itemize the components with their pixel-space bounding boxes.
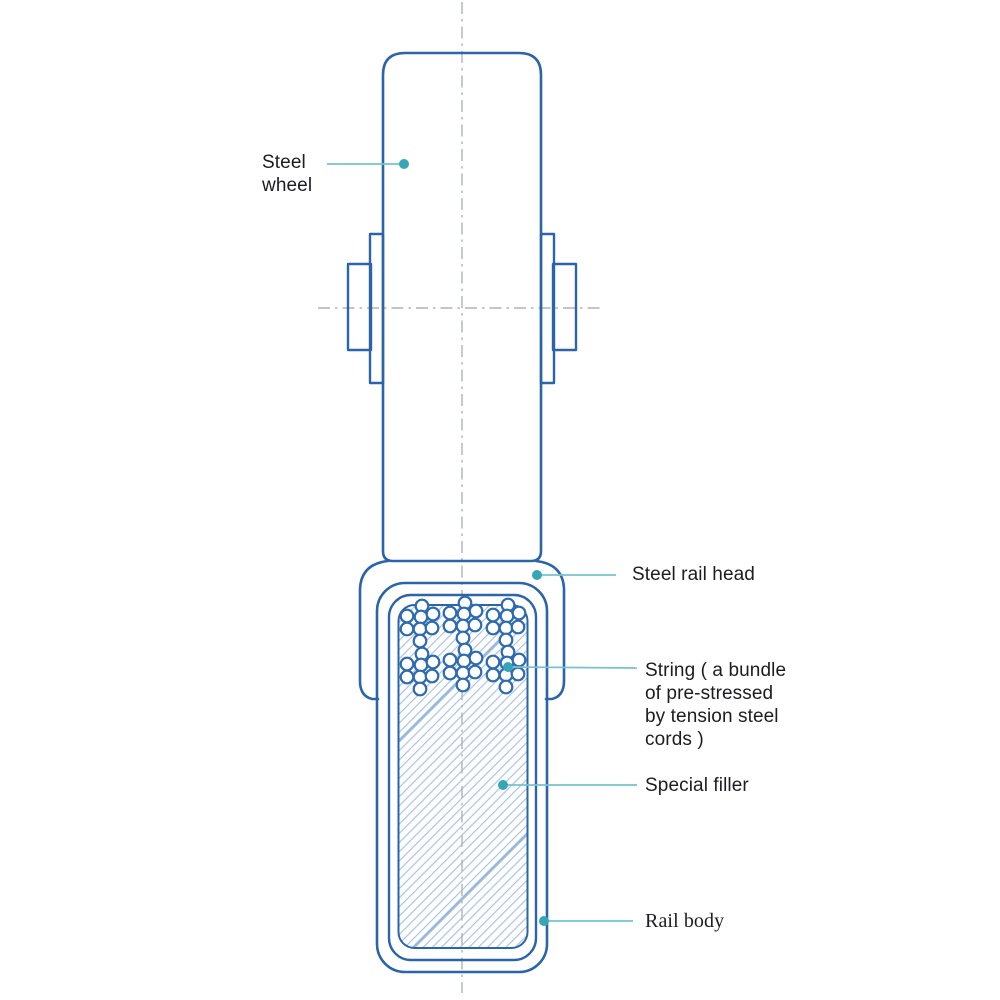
string-label-line3: by tension steel <box>645 706 779 727</box>
steel-cord-circle <box>513 654 526 667</box>
steel-cord-circle <box>401 623 414 636</box>
steel-cord-circle <box>470 605 483 618</box>
steel-cord-circle <box>457 620 470 633</box>
steel-cord-circle <box>444 667 457 680</box>
steel-wheel-label <box>262 151 312 197</box>
steel-cord-circle <box>414 671 427 684</box>
steel-wheel-dot <box>399 159 409 169</box>
axle-tab-left-outer <box>348 264 371 350</box>
steel-cord-circle <box>469 666 482 679</box>
axle-tab-right-outer <box>553 264 576 350</box>
string-label <box>645 659 786 751</box>
string-leader <box>508 667 637 668</box>
steel-cord-circle <box>415 611 428 624</box>
steel-cord-circle <box>469 619 482 632</box>
rail-head-flare-right <box>536 561 564 699</box>
steel-cord-circle <box>444 654 457 667</box>
steel-cord-circle <box>426 670 439 683</box>
steel-cord-circle <box>401 658 414 671</box>
steel-cord-circle <box>457 667 470 680</box>
steel-cord-circle <box>426 622 439 635</box>
steel-cord-circle <box>458 655 471 668</box>
string-dot <box>503 662 513 672</box>
steel-cord-circle <box>458 608 471 621</box>
steel-cord-circle <box>512 668 525 681</box>
string-label-line4: cords ) <box>645 729 704 750</box>
steel-cord-circle <box>427 656 440 669</box>
string-cord-bundles <box>401 597 526 696</box>
steel-cord-circle <box>444 607 457 620</box>
steel-cord-circle <box>512 621 525 634</box>
rail-head-flare-left <box>360 561 388 699</box>
steel-cord-circle <box>487 622 500 635</box>
rail-body-label: Rail body <box>645 910 725 932</box>
steel-cord-circle <box>501 610 514 623</box>
steel-cord-circle <box>487 609 500 622</box>
steel-cord-circle <box>500 622 513 635</box>
steel-cord-circle <box>427 608 440 621</box>
steel-cord-circle <box>487 669 500 682</box>
steel-cord-circle <box>500 634 513 647</box>
steel-cord-circle <box>414 635 427 648</box>
rail-body-dot <box>539 916 549 926</box>
steel-wheel-label-line2: wheel <box>262 175 313 196</box>
special-filler-label: Special filler <box>645 775 749 796</box>
steel-cord-circle <box>457 632 470 645</box>
rail-head-dot <box>532 570 542 580</box>
steel-wheel-label-line1: Steel <box>262 152 306 173</box>
steel-cord-circle <box>457 679 470 692</box>
special-filler-dot <box>498 780 508 790</box>
steel-cord-circle <box>500 681 513 694</box>
steel-cord-circle <box>513 607 526 620</box>
steel-cord-circle <box>401 610 414 623</box>
steel-cord-circle <box>444 620 457 633</box>
steel-cord-circle <box>487 656 500 669</box>
steel-rail-head-label: Steel rail head <box>632 564 755 585</box>
steel-cord-circle <box>401 671 414 684</box>
steel-cord-circle <box>414 623 427 636</box>
steel-cord-circle <box>470 652 483 665</box>
string-label-line1: String ( a bundle <box>645 660 787 681</box>
steel-cord-circle <box>415 659 428 672</box>
string-label-line2: of pre-stressed <box>645 683 774 704</box>
steel-cord-circle <box>414 683 427 696</box>
